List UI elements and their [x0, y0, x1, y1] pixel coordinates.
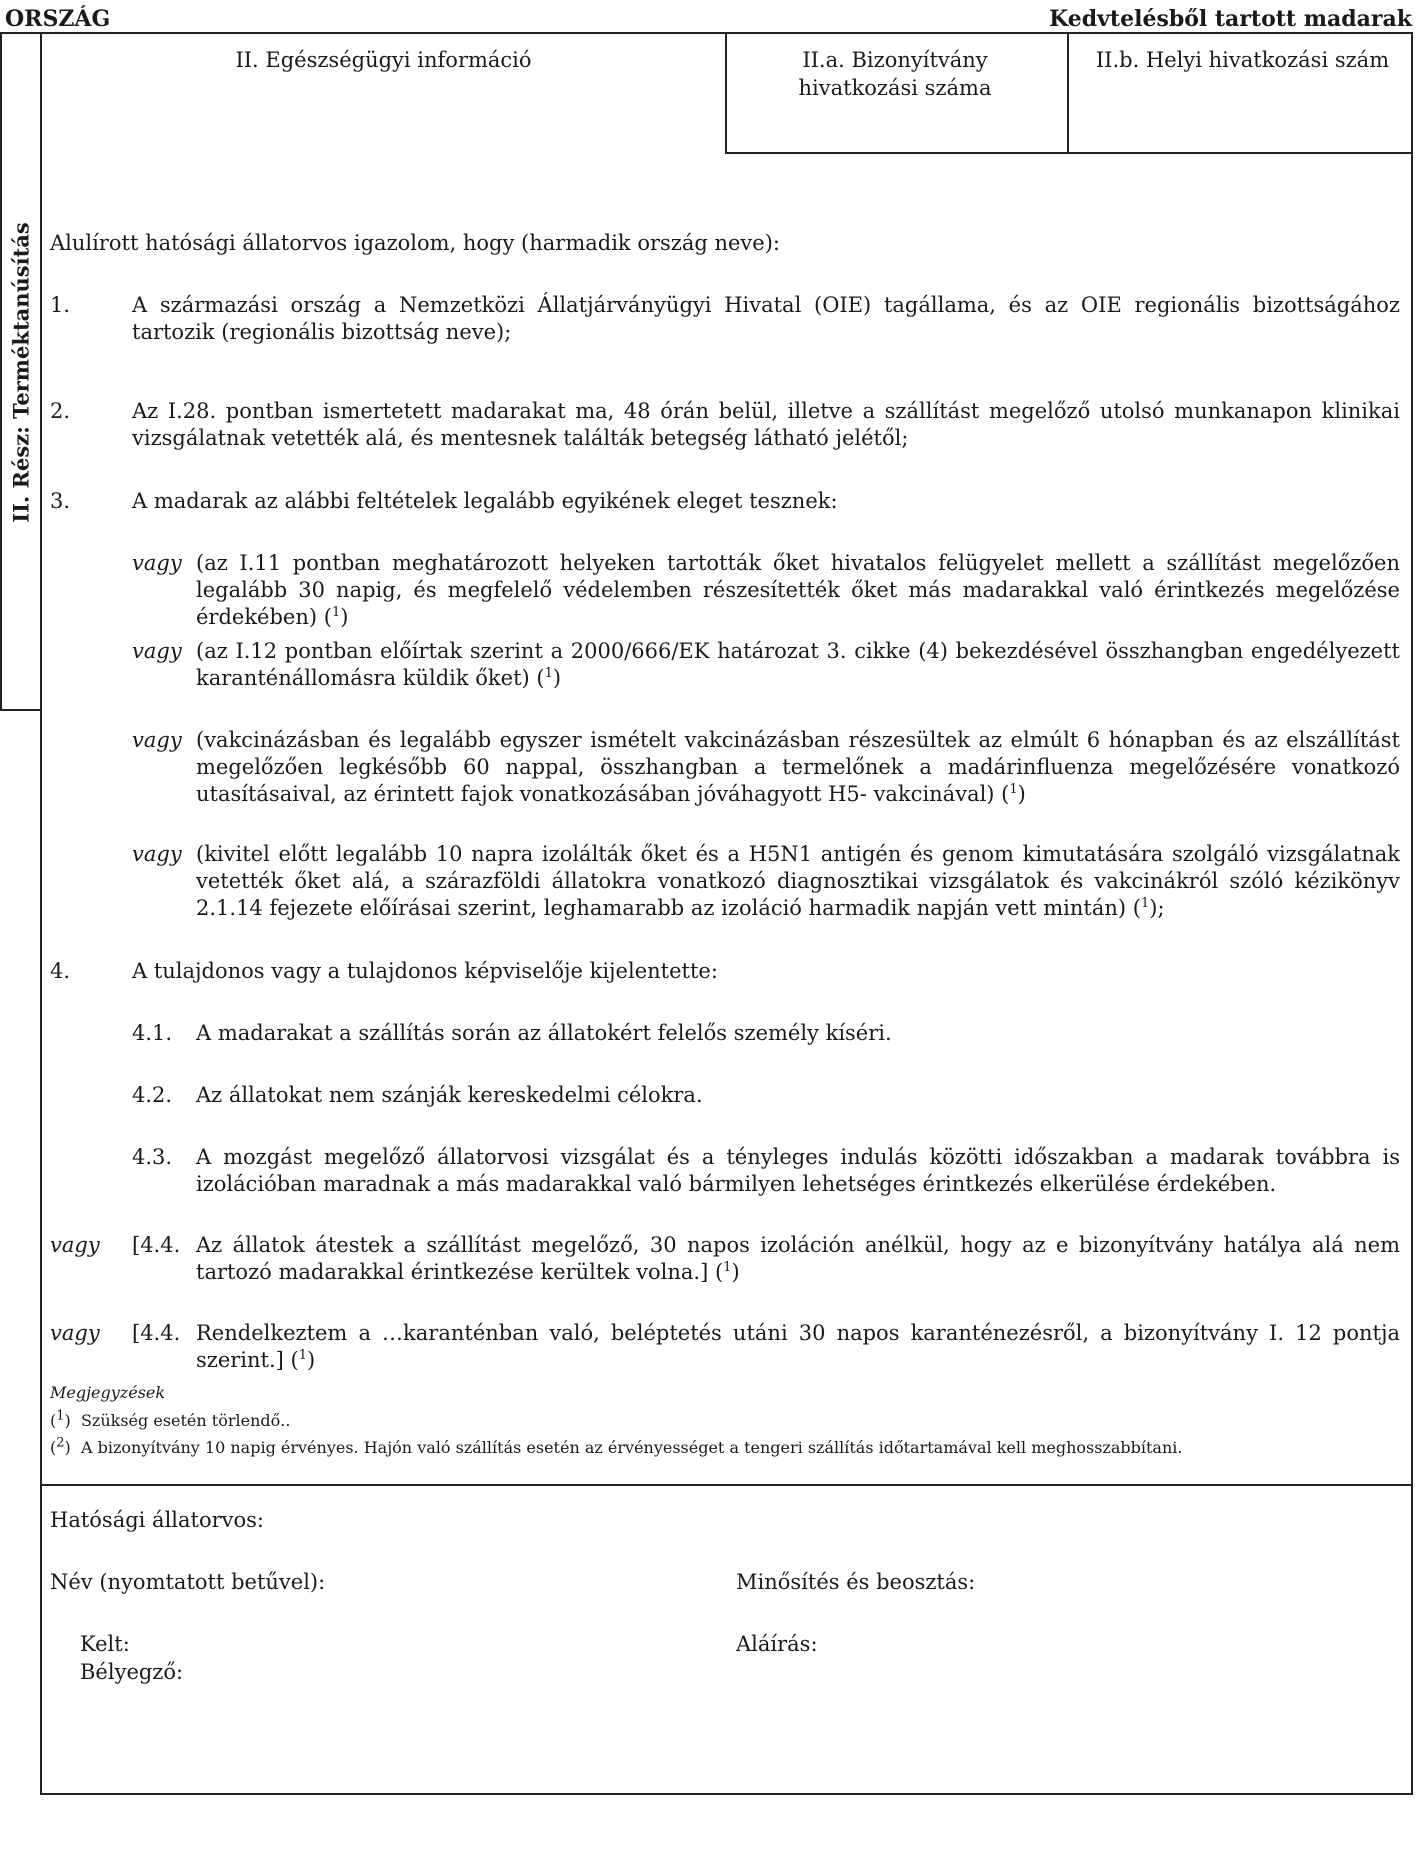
subitem-4-2-text: Az állatokat nem szánják kereskedelmi célokra.	[196, 1083, 703, 1107]
intro-text: Alulírott hatósági állatorvos igazolom, hogy (harmadik ország neve):	[50, 231, 780, 255]
header-bottom-border	[725, 152, 1413, 154]
side-label-text: II. Rész: Terméktanúsítás	[8, 221, 34, 523]
signature-divider	[40, 1484, 1413, 1486]
official-vet-label: Hatósági állatorvos:	[50, 1508, 264, 1532]
qualification-label: Minősítés és beosztás:	[736, 1570, 976, 1594]
stamp-label: Bélyegző:	[80, 1660, 184, 1684]
alt-2-number: [4.4.	[132, 1321, 181, 1345]
alt-1-number: [4.4.	[132, 1233, 181, 1257]
side-label	[2, 34, 40, 710]
name-label: Név (nyomtatott betűvel):	[50, 1570, 326, 1594]
header-certificate-ref: II.a. Bizonyítvány hivatkozási száma	[798, 48, 992, 100]
signature-label: Aláírás:	[736, 1632, 818, 1656]
alt-2-label: vagy	[50, 1321, 100, 1345]
alt-1-text: Az állatok átestek a szállítást megelőző, 30 napos izoláción anélkül, hogy az e bizonyítvány hatálya alá nem tartozó madarakkal érintkezése kerültek volna.] ($^1$)	[196, 1233, 1400, 1284]
alt-1-label: vagy	[50, 1233, 100, 1257]
main-right-border	[1411, 32, 1413, 1795]
option-3-label: vagy	[132, 728, 182, 752]
header-local-ref: II.b. Helyi hivatkozási szám	[1095, 48, 1390, 72]
option-4-label: vagy	[132, 842, 182, 866]
item-4-number: 4.	[50, 959, 71, 983]
option-3-text: (vakcinázásban és legalább egyszer ismételt vakcinázásban részesültek az elmúlt 6 hónapban és az elszállítást megelőzően legkésőbb 60 nappal, összhangban a termelőnek a madárinfluenza megelőzésére vonatkozó utasításaival, az érintett fajok vonatkozásában jóváhagyott H5- vakcinával) ($^1$)	[196, 728, 1400, 806]
option-1-label: vagy	[132, 551, 182, 575]
header-divider-1	[725, 32, 727, 154]
item-1-number: 1.	[50, 293, 71, 317]
item-3-number: 3.	[50, 489, 71, 513]
note-2: ($^2$) A bizonyítvány 10 napig érvényes. Hajón való szállítás esetén az érvényességet a tengeri szállítás időtartamával kell meghosszabbítani.	[50, 1435, 1183, 1457]
top-border	[0, 32, 1413, 34]
country-label: ORSZÁG	[5, 6, 111, 32]
option-4-text: (kivitel előtt legalább 10 napra izolálták őket és a H5N1 antigén és genom kimutatására szolgáló vizsgálatnak vetették őket alá, a szárazföldi állatokra vonatkozó diagnosztikai vizsgálatok és vakcinákról szóló kézikönyv 2.1.14 fejezete előírásai szerint, leghamarabb az izoláció harmadik napján vett mintán) ($^1$);	[196, 842, 1400, 920]
subitem-4-2-number: 4.2.	[132, 1083, 173, 1107]
subitem-4-3-text: A mozgást megelőző állatorvosi vizsgálat és a tényleges indulás közötti időszakban a madarak továbbra is izolációban maradnak a más madarakkal való bármilyen lehetséges érintkezés elkerülése érdekében.	[196, 1145, 1400, 1196]
option-1-text: (az I.11 pontban meghatározott helyeken tartották őket hivatalos felügyelet mellett a szállítást megelőzően legalább 30 napig, és megfelelő védelemben részesítették őket más madarakkal való érintkezés megelőzése érdekében) ($^1$)	[196, 551, 1400, 629]
note-1: ($^1$) Szükség esetén törlendő..	[50, 1408, 291, 1430]
subitem-4-3-number: 4.3.	[132, 1145, 173, 1169]
date-label: Kelt:	[80, 1632, 130, 1656]
item-2-text: Az I.28. pontban ismertetett madarakat ma, 48 órán belül, illetve a szállítást megelőző utolsó munkanapon klinikai vizsgálatnak vetették alá, és mentesnek találták betegség látható jelétől;	[132, 399, 1400, 450]
main-left-border	[40, 32, 42, 1795]
item-1-text: A származási ország a Nemzetközi Állatjárványügyi Hivatal (OIE) tagállama, és az OIE regionális bizottságához tartozik (regionális bizottság neve);	[132, 293, 1400, 344]
main-bottom-border	[40, 1793, 1413, 1795]
option-2-text: (az I.12 pontban előírtak szerint a 2000/666/EK határozat 3. cikke (4) bekezdésével összhangban engedélyezett karanténállomásra küldik őket) ($^1$)	[196, 639, 1400, 690]
item-3-text: A madarak az alábbi feltételek legalább egyikének eleget tesznek:	[132, 489, 838, 513]
item-2-number: 2.	[50, 399, 71, 423]
item-4-text: A tulajdonos vagy a tulajdonos képviselője kijelentette:	[132, 959, 718, 983]
subitem-4-1-number: 4.1.	[132, 1021, 173, 1045]
notes-title: Megjegyzések	[50, 1383, 166, 1402]
document-title: Kedvtelésből tartott madarak	[1049, 6, 1412, 32]
header-health-info: II. Egészségügyi információ	[235, 48, 532, 72]
header-divider-2	[1067, 32, 1069, 154]
option-2-label: vagy	[132, 639, 182, 663]
subitem-4-1-text: A madarakat a szállítás során az állatokért felelős személy kíséri.	[196, 1021, 892, 1045]
alt-2-text: Rendelkeztem a …karanténban való, beléptetés utáni 30 napos karanténezésről, a bizonyítvány I. 12 pontja szerint.] ($^1$)	[196, 1321, 1400, 1372]
